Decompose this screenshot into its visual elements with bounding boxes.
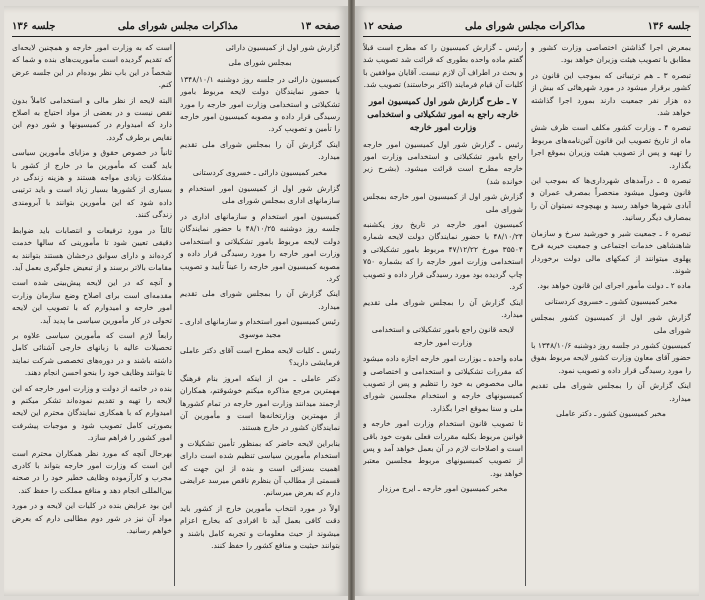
paragraph: این بود عرایض بنده در کلیات این لایحه و در مورد مواد آن نیز در شور دوم مطالبی دارم که بعرض خواهم رسانید. <box>12 501 172 536</box>
left-page-number: صفحه ۱۳ <box>300 20 340 32</box>
paragraph: بهرحال آنچه که مورد نظر همکاران محترم است این است که وزارت امور خارجه بتواند با کادری مجرب و کارآزموده وظایف خطیر خود را در صحنه بین‌المللی انجام دهد و منافع مملکت را حفظ کند. <box>12 448 172 495</box>
paragraph: تبصره ۵ ـ درآمدهای شهرداری‌ها که بموجب این قانون وصول میشود منحصراً بمصرف عمران و آبادی شهرها خواهد رسید و بهیچوجه نمیتوان آن را بمصارف دیگر رسانید. <box>531 176 691 223</box>
column-divider <box>525 42 526 586</box>
right-page-column-right <box>531 42 691 586</box>
left-page-column-right <box>180 42 340 586</box>
paragraph: است که به وزارت امور خارجه و همچنین لایحه‌ای که تقدیم گردیده است مأموریت‌های بنده و شما که شخصاً در این باب نظر بوده‌ام در این جلسه عرض کنم. <box>12 43 172 90</box>
right-page-header <box>363 16 691 37</box>
paragraph: بمعرض اجرا گذاشتن اختصاصی وزارت کشور و مطابق با تصویب هیئت وزیران خواهد بود. <box>531 43 691 65</box>
paragraph: رئیس ـ گزارش کمیسیون را که مطرح است قبلاً گفتم ماده واحده بطوری که قرائت شد تصویب شد و بحث در اطراف آن لازم نیست. آقایان موافقین با کلیات آن قیام فرمایند (اکثر برخاستند) تصویب شد. <box>363 43 523 90</box>
left-page <box>4 6 348 596</box>
signature-line: بمجلس شورای ملی <box>228 58 292 68</box>
paragraph: البته لایحه از نظر مالی و استخدامی کاملاً بدون نقص نیست و در بعضی از مواد احتیاج به اصلاح دارد که امیدوارم در کمیسیونها و شور دوم این نقایص برطرف گردد. <box>12 95 172 142</box>
paragraph: اولاً در مورد انتخاب مأمورین خارج از کشور باید دقت کافی بعمل آید تا افرادی که بخارج اعزام میشوند از حیث معلومات و تجربه کامل باشند و بتوانند حیثیت و منافع کشور را حفظ کنند. <box>180 503 340 551</box>
paragraph: دکتر عاملی ـ من از اینکه امروز بنام فرهنگ مهمترین مرجع مذاکره میکنم خوشوقتم، همکاران ارجمند میدانند وزارت امور خارجه در تمام کشورها از مهمترین وزارتخانه‌ها است و مأمورین آن نمایندگان کشور در خارج هستند. <box>180 373 340 433</box>
book-gutter <box>348 0 355 600</box>
column-divider <box>174 42 175 586</box>
paragraph: ثالثاً در مورد ترفیعات و انتصابات باید ضوابط دقیقی تعیین شود تا مأمورینی که سالها خدمت کرده‌اند و دارای سوابق درخشان هستند بتوانند به مقامات بالاتر برسند و از تبعیض جلوگیری بعمل آید. <box>12 225 172 272</box>
paragraph: بنابراین لایحه حاضر که بمنظور تأمین تشکیلات و استخدام مأمورین سیاسی تنظیم شده است دارای اهمیت بسزائی است و بنده از این جهت که قسمتی از مطالب آن بنظرم ناقص میرسد عرایضی دارم که بعرض میرسانم. <box>180 438 340 498</box>
paragraph: ثانیاً در خصوص حقوق و مزایای مأمورین سیاسی باید گفت که مأمورین ما در خارج از کشور با مشکلات زیادی مواجه هستند و هزینه زندگی در بسیاری از کشورها بسیار زیاد است و باید ترتیبی داده شود که این مأمورین بتوانند با آبرومندی زندگی کنند. <box>12 148 172 220</box>
paragraph: رئیس ـ کلیات لایحه مطرح است آقای دکتر عاملی فرمایشی دارید؟ <box>180 345 340 368</box>
paragraph: تبصره ۶ ـ جمعیت شیر و خورشید سرخ و سازمان شاهنشاهی خدمات اجتماعی و جمعیت خیریه فرح پهلوی میتوانند از کمکهای مالی دولت برخوردار شوند. <box>531 228 691 275</box>
paragraph: تا تصویب قانون استخدام وزارت امور خارجه و قوانین مربوط بکلیه مقررات فعلی بقوت خود باقی است و اصلاحات لازم در آن بعمل خواهد آمد و پس از تصویب کمیسیونهای مربوط مجلسین معتبر خواهد بود. <box>363 419 523 478</box>
paragraph: رئیس ـ گزارش شور اول کمیسیون امور خارجه راجع بامور تشکیلاتی و استخدامی وزارت امور خارجه مطرح است قرائت میشود. (بشرح زیر خوانده شد) <box>363 139 523 186</box>
paragraph: بنده در خاتمه از دولت و وزارت امور خارجه که این لایحه را تهیه و تقدیم نموده‌اند تشکر میکنم و امیدوارم که با همکاری نمایندگان محترم این لایحه بصورتی کامل تصویب شود و موجبات پیشرفت امور کشور را فراهم سازد. <box>12 383 172 443</box>
right-page-column-left <box>363 42 523 586</box>
paragraph: گزارش شور اول از کمیسیون کشور بمجلس شورای ملی <box>531 313 691 335</box>
paragraph: کمیسیون امور خارجه در تاریخ روز یکشنبه ۴۸/۱۰/۲۴ با حضور نمایندگان دولت لایحه شماره ۳۵۵۰۴ مورخ ۴۷/۱۲/۲۲ مربوط بامور تشکیلاتی و استخدامی وزارت امور خارجه را که بشماره ۷۵۰ چاپ گردیده بود مورد رسیدگی قرار داده و تصویب کرد. <box>363 220 523 292</box>
paragraph: اینک گزارش آن را بمجلس شورای ملی تقدیم میدارد. <box>531 381 691 403</box>
signature-line: مخبر کمیسیون امور خارجه ـ ایرج مرزدار <box>378 484 508 494</box>
right-page <box>355 6 699 596</box>
paragraph: تبصره ۳ ـ هم ترتیباتی که بموجب این قانون در کشور برقرار میشود در مورد شهرهائی که بیش از ده هزار نفر جمعیت دارند بمورد اجرا گذاشته خواهد شد. <box>531 70 691 118</box>
paragraph: گزارش شور اول از کمیسیون دارائی <box>225 43 340 52</box>
paragraph: تبصره ۴ ـ وزارت کشور مکلف است ظرف شش ماه از تاریخ تصویب این قانون آئین‌نامه‌های مربوط را تهیه و پس از تصویب هیئت وزیران بموقع اجرا بگذارد. <box>531 123 691 170</box>
section-heading: ۷ ـ طرح گزارش شور اول کمیسیون امور خارجه راجع به امور تشکیلاتی و استخدامی وزارت امور خارجه <box>367 96 519 133</box>
paragraph: گزارش شور اول از کمیسیون امور استخدام و سازمانهای اداری بمجلس شورای ملی <box>180 184 340 206</box>
left-page-session: جلسه ۱۳۶ <box>12 20 56 32</box>
left-page-header <box>12 16 340 37</box>
paragraph: کمیسیون امور استخدام و سازمانهای اداری در جلسه روز دوشنبه ۴۸/۱۰/۲۵ با حضور نمایندگان دولت لایحه مربوط بامور تشکیلاتی و استخدامی وزارت امور خارجه را مورد رسیدگی قرار داده و مصوبه کمیسیون امور خارجه را عیناً تأیید و تصویب کرد. <box>180 211 340 283</box>
right-page-session: جلسه ۱۳۶ <box>647 20 691 32</box>
paragraph: ماده ۲ ـ دولت مأمور اجرای این قانون خواهد بود. <box>537 281 691 291</box>
paragraph: اینک گزارش آن را بمجلس شورای ملی تقدیم میدارد. <box>363 297 523 319</box>
signature-line: لایحه قانون راجع بامور تشکیلاتی و استخدامی وزارت امور خارجه <box>371 325 515 347</box>
paragraph: ماده واحده ـ بوزارت امور خارجه اجازه داده میشود که مقررات تشکیلاتی و استخدامی و اختصاصی و مالی مخصوص به خود را تنظیم و پس از تصویب کمیسیونهای خارجه و استخدام مجلسین شورای ملی و سنا بموقع اجرا بگذارد. <box>363 354 523 413</box>
paragraph: و آنچه که در این لایحه پیش‌بینی شده است مقدمه‌ای است برای اصلاح وضع سازمان وزارت امور خارجه و امیدوارم که با تصویب این لایحه تحولی در کار مأمورین سیاسی ما پدید آید. <box>12 278 172 325</box>
signature-line: مخبر کمیسیون دارائی ـ خسروی کردستانی <box>192 167 328 177</box>
paragraph: کمیسیون دارائی در جلسه روز دوشنبه ۱۳۴۸/۱۰/۱ با حضور نمایندگان دولت لایحه مربوط بامور تشکیلاتی و استخدامی وزارت امور خارجه را مورد رسیدگی قرار داده و مصوبه کمیسیون امور خارجه را تأمین و تصویب کرد. <box>180 74 340 134</box>
paragraph: رابعاً لازم است که مأمورین سیاسی علاوه بر تحصیلات عالیه با زبانهای خارجی آشنائی کامل داشته باشند و در دوره‌های تخصصی شرکت نمایند تا بتوانند وظایف خود را بنحو احسن انجام دهند. <box>12 330 172 378</box>
paragraph: کمیسیون کشور در جلسه روز دوشنبه ۱۳۴۸/۱۰/۶ با حضور آقای معاون وزارت کشور لایحه مربوط بفوق را مورد رسیدگی قرار داده و تصویب نمود. <box>531 340 691 375</box>
paragraph: گزارش شور اول از کمیسیون امور خارجه بمجلس شورای ملی <box>363 192 523 214</box>
right-page-number: صفحه ۱۲ <box>363 20 403 32</box>
paragraph: اینک گزارش آن را بمجلس شورای ملی تقدیم میدارد. <box>180 289 340 311</box>
left-page-column-left <box>12 42 172 586</box>
signature-line: مخبر کمیسیون کشور ـ دکتر عاملی <box>556 408 666 418</box>
signature-line: رئیس کمیسیون امور استخدام و سازمانهای اداری ـ مجید موسوی <box>180 317 340 339</box>
left-page-title: مذاکرات مجلس شورای ملی <box>117 20 238 32</box>
signature-line: مخبر کمیسیون کشور ـ خسروی کردستانی <box>544 296 678 306</box>
right-page-title: مذاکرات مجلس شورای ملی <box>465 20 586 32</box>
paragraph: اینک گزارش آن را بمجلس شورای ملی تقدیم میدارد. <box>180 139 340 162</box>
